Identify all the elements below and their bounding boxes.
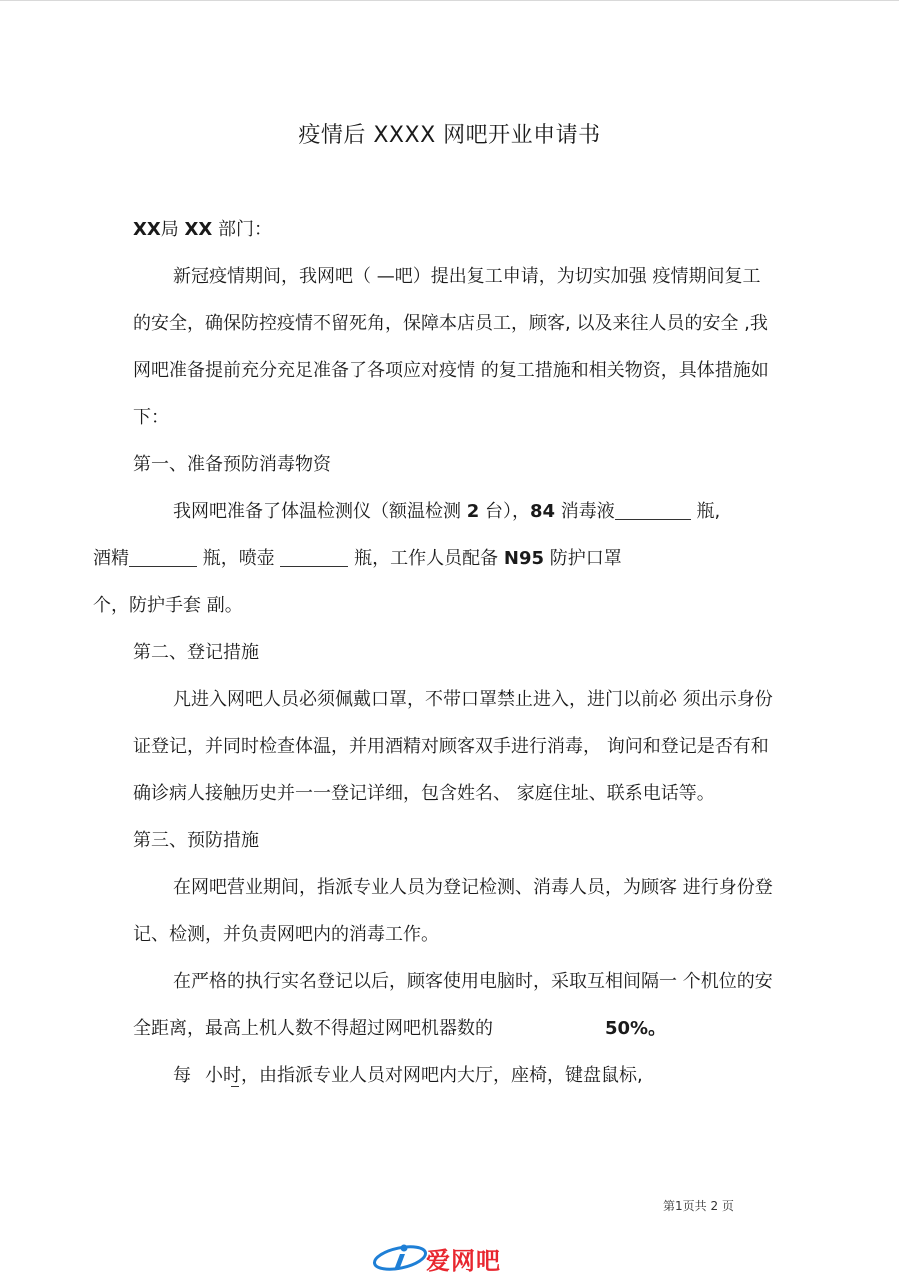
s1-text: 个，防护手套 副。 [93, 595, 243, 616]
s1-text: 防护口罩 [544, 548, 622, 569]
section1-paragraph [93, 488, 773, 629]
s1-mask-type: N95 [503, 548, 545, 569]
document-title: 疫情后 XXXX 网吧开业申请书 [298, 123, 601, 148]
section2-paragraph: 凡进入网吧人员必须佩戴口罩，不带口罩禁止进入，进门以前必 须出示身份证登记，并同时检查体温，并用酒精对顾客双手进行消毒， 询问和登记是否有和确诊病人接触历史并一一登记详细，包含姓名、 家庭住址、联系电话等。 [133, 689, 773, 804]
section1-heading: 第一、准备预防消毒物资 [133, 454, 331, 475]
salutation-bureau-label: 局 [160, 219, 185, 240]
section3-paragraph-2 [133, 958, 773, 1052]
s1-disinfectant-type: 84 [530, 501, 556, 522]
document-body [93, 206, 773, 1099]
s1-text: 酒精 [93, 548, 129, 569]
s1-text: 瓶, [690, 501, 721, 522]
max-occupancy-percent: 50%。 [605, 1018, 667, 1039]
s1-text: 我网吧准备了体温检测仪（额温检测 [173, 501, 467, 522]
intro-paragraph: 新冠疫情期间，我网吧（ —吧）提出复工申请，为切实加强 疫情期间复工的安全，确保防控疫情不留死角，保障本店员工，顾客, 以及来往人员的安全 ,我网吧准备提前充分充足准备了各项应对疫情 的复工措施和相关物资，具体措施如下： [133, 266, 769, 428]
salutation-bureau: XX [133, 219, 161, 240]
salutation-department-label: 部门： [212, 219, 272, 240]
watermark-text: 爱网吧 [426, 1247, 501, 1275]
s1-text: 消毒液 [555, 501, 615, 522]
section3-paragraph-3 [133, 1052, 773, 1099]
s3-text: 每 [173, 1065, 191, 1086]
s1-text: 瓶，工作人员配备 [348, 548, 504, 569]
i-logo-icon [360, 1240, 428, 1274]
top-border [0, 0, 899, 1]
spacer [191, 1052, 205, 1099]
blank-disinfectant-qty [615, 501, 691, 520]
section3-heading: 第三、预防措施 [133, 830, 259, 851]
s1-text: 瓶，喷壶 [197, 548, 281, 569]
s1-thermometer-count: 2 [466, 501, 480, 522]
s3-text: 小时，由指派专业人员对网吧内大厅，座椅，键盘鼠标, [205, 1065, 643, 1086]
s3-text: 在严格的执行实名登记以后，顾客使用电脑时，采取互相间隔一 个机位的安全距离，最高上机人数不得超过网吧机器数的 [133, 971, 773, 1039]
page-number: 第1页共 2 页 [663, 1199, 734, 1213]
section2-heading: 第二、登记措施 [133, 642, 259, 663]
watermark-logo [360, 1240, 540, 1274]
s1-text: 台）， [479, 501, 530, 522]
blank-sprayer-qty [280, 548, 348, 567]
salutation [133, 206, 773, 253]
blank-alcohol-qty [129, 548, 197, 567]
salutation-department: XX [184, 219, 213, 240]
section3-paragraph-1: 在网吧营业期间，指派专业人员为登记检测、消毒人员，为顾客 进行身份登记、检测，并负责网吧内的消毒工作。 [133, 877, 773, 945]
